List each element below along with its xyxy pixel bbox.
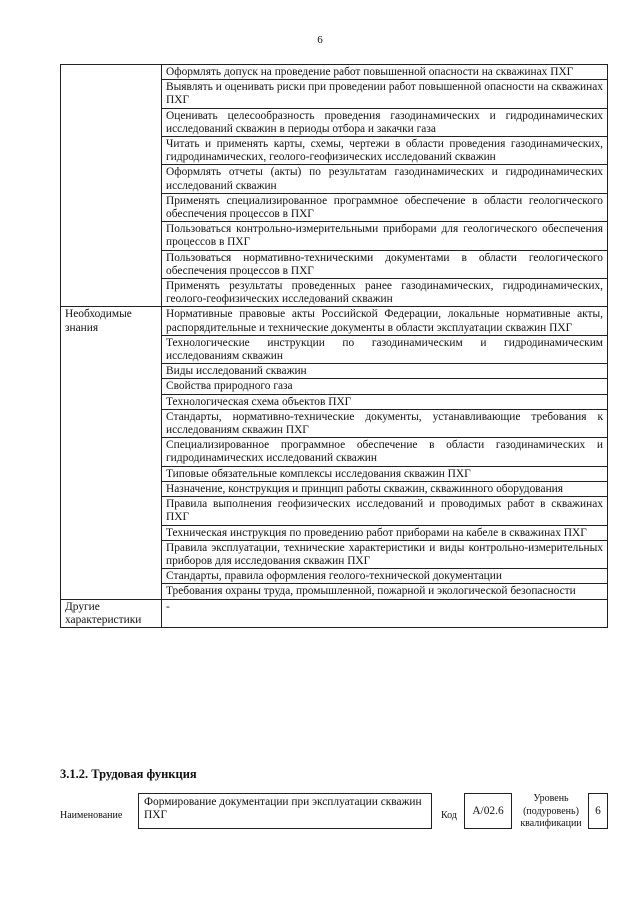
row-label bbox=[61, 65, 162, 307]
row-content: Оценивать целесообразность проведения газодинамических и гидродинамических исследований скважин в периоды отбора и закачки газа bbox=[162, 108, 608, 136]
section-heading: 3.1.2. Трудовая функция bbox=[60, 767, 197, 781]
row-content: Оформлять допуск на проведение работ повышенной опасности на скважинах ПХГ bbox=[162, 65, 608, 80]
name-label: Наименование bbox=[60, 810, 123, 821]
row-content: - bbox=[162, 599, 608, 627]
row-content: Правила эксплуатации, технические характеристики и виды контрольно-измерительных приборов для исследования скважин ПХГ bbox=[162, 540, 608, 568]
row-content: Специализированное программное обеспечение в области газодинамических и гидродинамических исследований скважин bbox=[162, 438, 608, 466]
page-number: 6 bbox=[317, 34, 323, 46]
qualification-level-label: Уровень (подуровень) квалификации bbox=[520, 793, 582, 829]
other-characteristics-row bbox=[61, 599, 608, 627]
row-content: Требования охраны труда, промышленной, пожарной и экологической безопасности bbox=[162, 584, 608, 599]
knowledge-row bbox=[61, 307, 608, 335]
row-content: Выявлять и оценивать риски при проведении работ повышенной опасности на скважинах ПХГ bbox=[162, 80, 608, 108]
row-content: Типовые обязательные комплексы исследования скважин ПХГ bbox=[162, 466, 608, 481]
row-content: Применять результаты проведенных ранее газодинамических, гидродинамических, геолого-геофизических исследований скважин bbox=[162, 279, 608, 307]
row-content: Техническая инструкция по проведению работ приборами на кабеле в скважинах ПХГ bbox=[162, 525, 608, 540]
code-label: Код bbox=[441, 810, 457, 821]
row-content: Свойства природного газа bbox=[162, 379, 608, 394]
row-content: Технологические инструкции по газодинамическим и гидродинамическим исследованиям скважин bbox=[162, 335, 608, 363]
row-label: Необходимые знания bbox=[61, 307, 162, 599]
row-content: Применять специализированное программное обеспечение в области геологического обеспечения процессов в ПХГ bbox=[162, 193, 608, 221]
row-label: Другие характеристики bbox=[61, 599, 162, 627]
row-content: Оформлять отчеты (акты) по результатам газодинамических и гидродинамических исследований скважин bbox=[162, 165, 608, 193]
function-name-field: Формирование документации при эксплуатации скважин ПХГ bbox=[138, 793, 432, 829]
skill-row bbox=[61, 65, 608, 80]
row-content: Назначение, конструкция и принцип работы скважин, скважинного оборудования bbox=[162, 481, 608, 496]
competency-table bbox=[60, 64, 608, 628]
qualification-level-field: 6 bbox=[588, 793, 608, 829]
labor-function-header bbox=[60, 793, 608, 845]
row-content: Стандарты, нормативно-технические документы, устанавливающие требования к исследованиям скважин ПХГ bbox=[162, 409, 608, 437]
row-content: Стандарты, правила оформления геолого-технической документации bbox=[162, 569, 608, 584]
row-content: Правила выполнения геофизических исследований и проводимых работ в скважинах ПХГ bbox=[162, 497, 608, 525]
row-content: Пользоваться контрольно-измерительными приборами для геологического обеспечения процессов в ПХГ bbox=[162, 222, 608, 250]
row-content: Пользоваться нормативно-техническими документами в области геологического обеспечения процессов в ПХГ bbox=[162, 250, 608, 278]
row-content: Нормативные правовые акты Российской Федерации, локальные нормативные акты, распорядительные и технические документы в области эксплуатации скважин ПХГ bbox=[162, 307, 608, 335]
row-content: Технологическая схема объектов ПХГ bbox=[162, 394, 608, 409]
row-content: Виды исследований скважин bbox=[162, 364, 608, 379]
function-code-field: А/02.6 bbox=[464, 793, 512, 829]
row-content: Читать и применять карты, схемы, чертежи в области проведения газодинамических, гидродинамических, геолого-геофизических исследований скважин bbox=[162, 137, 608, 165]
